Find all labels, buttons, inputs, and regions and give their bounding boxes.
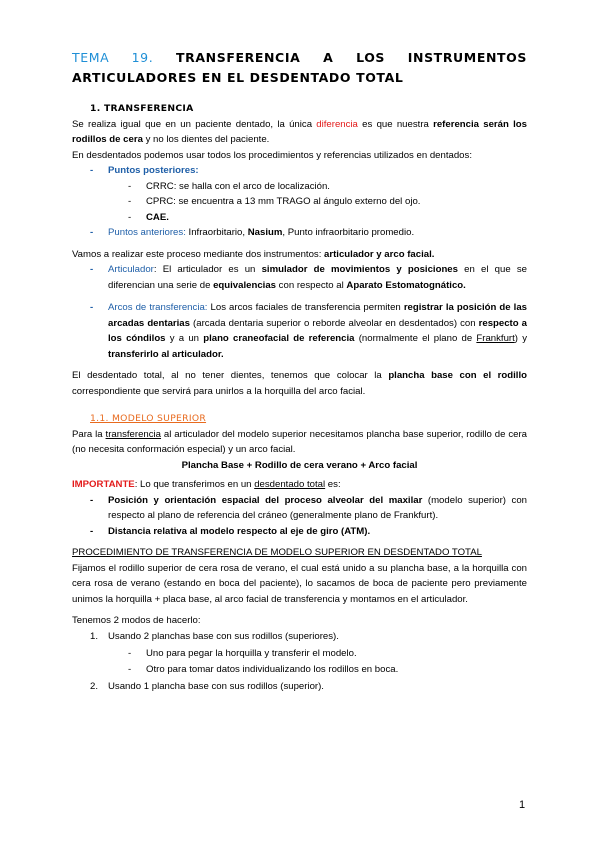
list-item-anteriores: - Puntos anteriores: Infraorbitario, Nasium, Punto infraorbitario promedio. <box>72 225 527 241</box>
procedure-title: PROCEDIMIENTO DE TRANSFERENCIA DE MODELO SUPERIOR EN DESDENTADO TOTAL <box>72 547 482 558</box>
list-item-mode-2: 2. Usando 1 plancha base con sus rodillos (superior). <box>90 681 324 692</box>
page-title <box>72 48 527 88</box>
modes-intro: Tenemos 2 modos de hacerlo: <box>72 615 201 626</box>
list-item-posteriores: - Puntos posteriores: - CRRC: se halla con el arco de localización. - CPRC: se encuentra a 13 mm TRAGO al ángulo externo del ojo. - CAE. <box>72 163 527 225</box>
mode-1-sublist <box>72 646 527 677</box>
paragraph-desdentado-total: El desdentado total, al no tener dientes, tenemos que colocar la plancha base con el rodillo correspondiente que servirá para unirlos a la horquilla del arco facial. <box>72 370 527 397</box>
modes-list <box>72 629 527 695</box>
title-tema: TEMA 19. <box>72 50 154 65</box>
formula: Plancha Base + Rodillo de cera verano + Arco facial <box>181 459 418 471</box>
sub-item: - CPRC: se encuentra a 13 mm TRAGO al ángulo externo del ojo. <box>72 194 527 210</box>
list-item-mode-1: 1. Usando 2 planchas base con sus rodillos (superiores). - Uno para pegar la horquilla y transferir el modelo. - Otro para tomar datos individualizando los rodillos en boca. <box>72 629 527 678</box>
instruments-list <box>72 262 527 362</box>
paragraph-desdentados: En desdentados podemos usar todos los procedimientos y referencias utilizados en dentados: <box>72 149 472 161</box>
paragraph-importante: IMPORTANTE: Lo que transferimos en un desdentado total es: <box>72 479 341 490</box>
points-list <box>72 163 527 241</box>
section-heading-transferencia: 1. TRANSFERENCIA <box>90 103 194 114</box>
paragraph-intro: Se realiza igual que en un paciente dentado, la única diferencia es que nuestra referencia serán los rodillos de cera y no los dientes del paciente. <box>72 118 527 145</box>
importante-list <box>72 493 527 540</box>
title-text: TRANSFERENCIA A LOS INSTRUMENTOS ARTICULADORES EN EL DESDENTADO TOTAL <box>72 50 527 85</box>
posterior-sublist <box>72 179 527 226</box>
sub-item: - CRRC: se halla con el arco de localización. <box>72 179 527 195</box>
section-heading-modelo-superior: 1.1. MODELO SUPERIOR <box>90 413 207 424</box>
sub-item: - Uno para pegar la horquilla y transferir el modelo. <box>72 646 527 662</box>
procedure-text: Fijamos el rodillo superior de cera rosa de verano, el cual está unido a su plancha base, a la horquilla con cera rosa de verano (estando en boca del paciente), lo sacamos de boca de paciente pero previamente unimos la horquilla + placa base, al arco facial de transferencia y montamos en el articulador. <box>72 562 527 605</box>
list-item: - Distancia relativa al modelo respecto al eje de giro (ATM). <box>72 524 527 540</box>
list-item: - Posición y orientación espacial del proceso alveolar del maxilar (modelo superior) con respecto al plano de referencia del cráneo (generalmente plano de Frankfurt). <box>72 493 527 524</box>
page-number: 1 <box>519 799 526 811</box>
paragraph-modelo-superior: Para la transferencia al articulador del modelo superior necesitamos plancha base superior, rodillo de cera (no necesita conformación especial) y un arco facial. <box>72 428 527 455</box>
list-item-articulador: - Articulador: El articulador es un simulador de movimientos y posiciones en el que se diferencian una serie de equivalencias con respecto al Aparato Estomatognático. <box>72 262 527 293</box>
list-item-arcos: - Arcos de transferencia: Los arcos faciales de transferencia permiten registrar la posición de las arcadas dentarias (arcada dentaria superior o reborde alveolar en desdentados) con respecto a los cóndilos y a un plano craneofacial de referencia (normalmente el plano de Frankfurt) y transferirlo al articulador. <box>72 300 527 362</box>
sub-item: - CAE. <box>72 210 527 226</box>
paragraph-instrumentos: Vamos a realizar este proceso mediante dos instrumentos: articulador y arco facial. <box>72 248 435 260</box>
sub-item: - Otro para tomar datos individualizando los rodillos en boca. <box>72 662 527 678</box>
page-content <box>72 48 527 695</box>
